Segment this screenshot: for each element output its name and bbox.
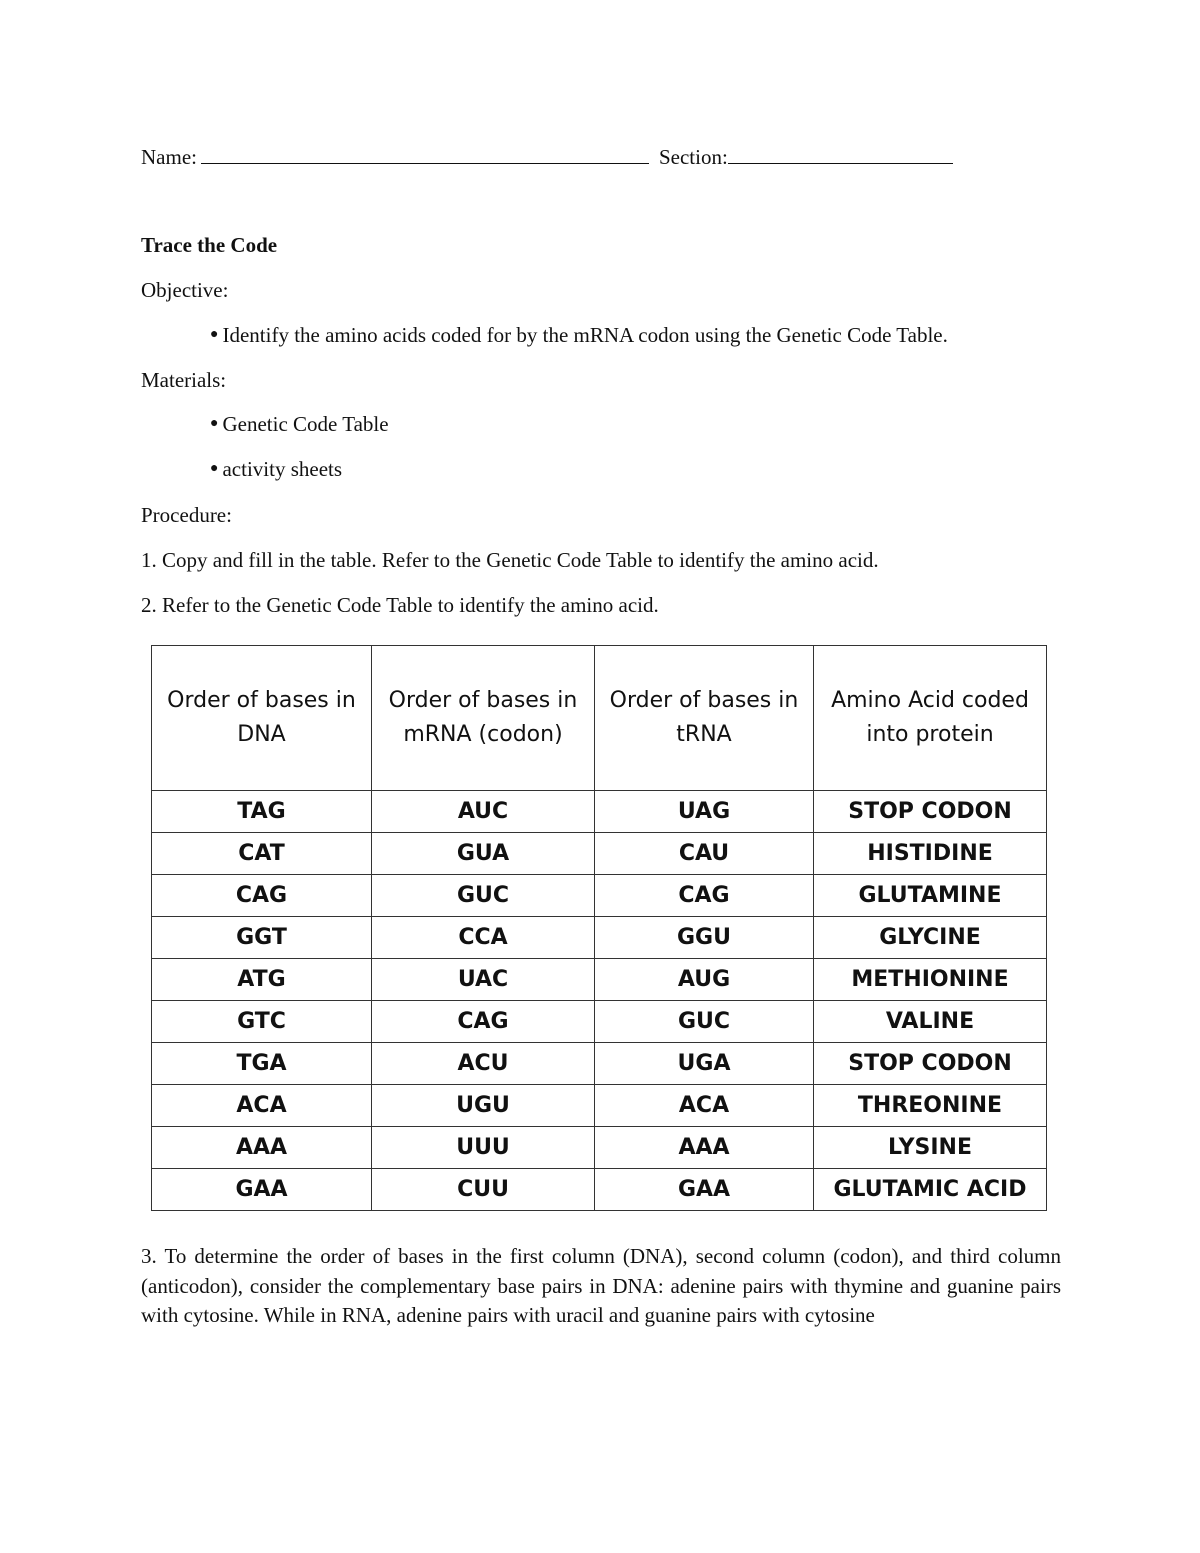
table-row <box>152 875 1047 917</box>
trna-cell: ACA <box>595 1085 814 1127</box>
trna-cell: CAU <box>595 833 814 875</box>
amino-acid-cell: HISTIDINE <box>814 833 1047 875</box>
mrna-cell: GUA <box>372 833 595 875</box>
amino-acid-cell: LYSINE <box>814 1127 1047 1169</box>
genetic-code-table <box>151 645 1047 1211</box>
trna-cell: CAG <box>595 875 814 917</box>
name-blank-line <box>201 143 649 164</box>
mrna-cell: GUC <box>372 875 595 917</box>
header-line: Order of bases in <box>388 688 578 713</box>
header-line: Amino Acid coded <box>831 688 1029 713</box>
trna-cell: GUC <box>595 1001 814 1043</box>
trna-cell: GAA <box>595 1169 814 1211</box>
dna-cell: AAA <box>152 1127 372 1169</box>
dna-cell: CAG <box>152 875 372 917</box>
materials-item-text: Genetic Code Table <box>222 412 389 436</box>
bullet-icon: ● <box>210 327 219 343</box>
section-blank-line <box>728 143 953 164</box>
table-row <box>152 1043 1047 1085</box>
materials-item <box>210 456 342 484</box>
table-row <box>152 917 1047 959</box>
amino-acid-cell: GLYCINE <box>814 917 1047 959</box>
bullet-icon: ● <box>210 461 219 477</box>
amino-acid-cell: STOP CODON <box>814 791 1047 833</box>
amino-acid-cell: GLUTAMIC ACID <box>814 1169 1047 1211</box>
column-header-trna <box>595 646 814 791</box>
procedure-step-2: 2. Refer to the Genetic Code Table to identify the amino acid. <box>141 593 659 617</box>
materials-item <box>210 411 389 439</box>
dna-cell: GAA <box>152 1169 372 1211</box>
dna-cell: TAG <box>152 791 372 833</box>
header-row <box>141 143 953 170</box>
materials-item-text: activity sheets <box>222 457 343 481</box>
trna-cell: GGU <box>595 917 814 959</box>
objective-label: Objective: <box>141 278 229 302</box>
trna-cell: AAA <box>595 1127 814 1169</box>
column-header-mrna <box>372 646 595 791</box>
procedure-step-3: 3. To determine the order of bases in the first column (DNA), second column (codon), and third column (anticodon), consider the complementary base pairs in DNA: adenine pairs with thymine and guanine pairs with cytosine. While in RNA, adenine pairs with uracil and guanine pairs with cytosine <box>141 1244 1061 1327</box>
mrna-cell: UGU <box>372 1085 595 1127</box>
mrna-cell: CCA <box>372 917 595 959</box>
materials-label: Materials: <box>141 368 227 392</box>
header-line: Order of bases in <box>167 688 356 713</box>
table-row <box>152 791 1047 833</box>
table-row <box>152 1085 1047 1127</box>
dna-cell: ACA <box>152 1085 372 1127</box>
objective-item-text: Identify the amino acids coded for by the mRNA codon using the Genetic Code Table. <box>222 323 948 347</box>
table-header-row <box>152 646 1047 791</box>
table-row <box>152 1127 1047 1169</box>
column-header-dna <box>152 646 372 791</box>
mrna-cell: UAC <box>372 959 595 1001</box>
table-row <box>152 833 1047 875</box>
column-header-amino-acid <box>814 646 1047 791</box>
table-row <box>152 1001 1047 1043</box>
dna-cell: TGA <box>152 1043 372 1085</box>
amino-acid-cell: STOP CODON <box>814 1043 1047 1085</box>
mrna-cell: AUC <box>372 791 595 833</box>
amino-acid-cell: GLUTAMINE <box>814 875 1047 917</box>
table-row <box>152 959 1047 1001</box>
dna-cell: GGT <box>152 917 372 959</box>
name-label: Name: <box>141 145 197 169</box>
trna-cell: AUG <box>595 959 814 1001</box>
mrna-cell: UUU <box>372 1127 595 1169</box>
section-label: Section: <box>658 145 728 169</box>
header-line: DNA <box>237 722 286 747</box>
mrna-cell: CUU <box>372 1169 595 1211</box>
table-row <box>152 1169 1047 1211</box>
trna-cell: UAG <box>595 791 814 833</box>
amino-acid-cell: METHIONINE <box>814 959 1047 1001</box>
header-line: Order of bases in <box>609 688 799 713</box>
header-line: tRNA <box>676 722 732 747</box>
amino-acid-cell: THREONINE <box>814 1085 1047 1127</box>
dna-cell: ATG <box>152 959 372 1001</box>
mrna-cell: ACU <box>372 1043 595 1085</box>
dna-cell: CAT <box>152 833 372 875</box>
page-title: Trace the Code <box>141 233 278 257</box>
amino-acid-cell: VALINE <box>814 1001 1047 1043</box>
bullet-icon: ● <box>210 416 219 432</box>
header-line: into protein <box>866 722 994 747</box>
mrna-cell: CAG <box>372 1001 595 1043</box>
objective-item <box>210 322 948 350</box>
procedure-step-1: 1. Copy and fill in the table. Refer to the Genetic Code Table to identify the amino acid. <box>141 548 879 572</box>
trna-cell: UGA <box>595 1043 814 1085</box>
header-line: mRNA (codon) <box>403 722 563 747</box>
dna-cell: GTC <box>152 1001 372 1043</box>
procedure-label: Procedure: <box>141 503 232 527</box>
